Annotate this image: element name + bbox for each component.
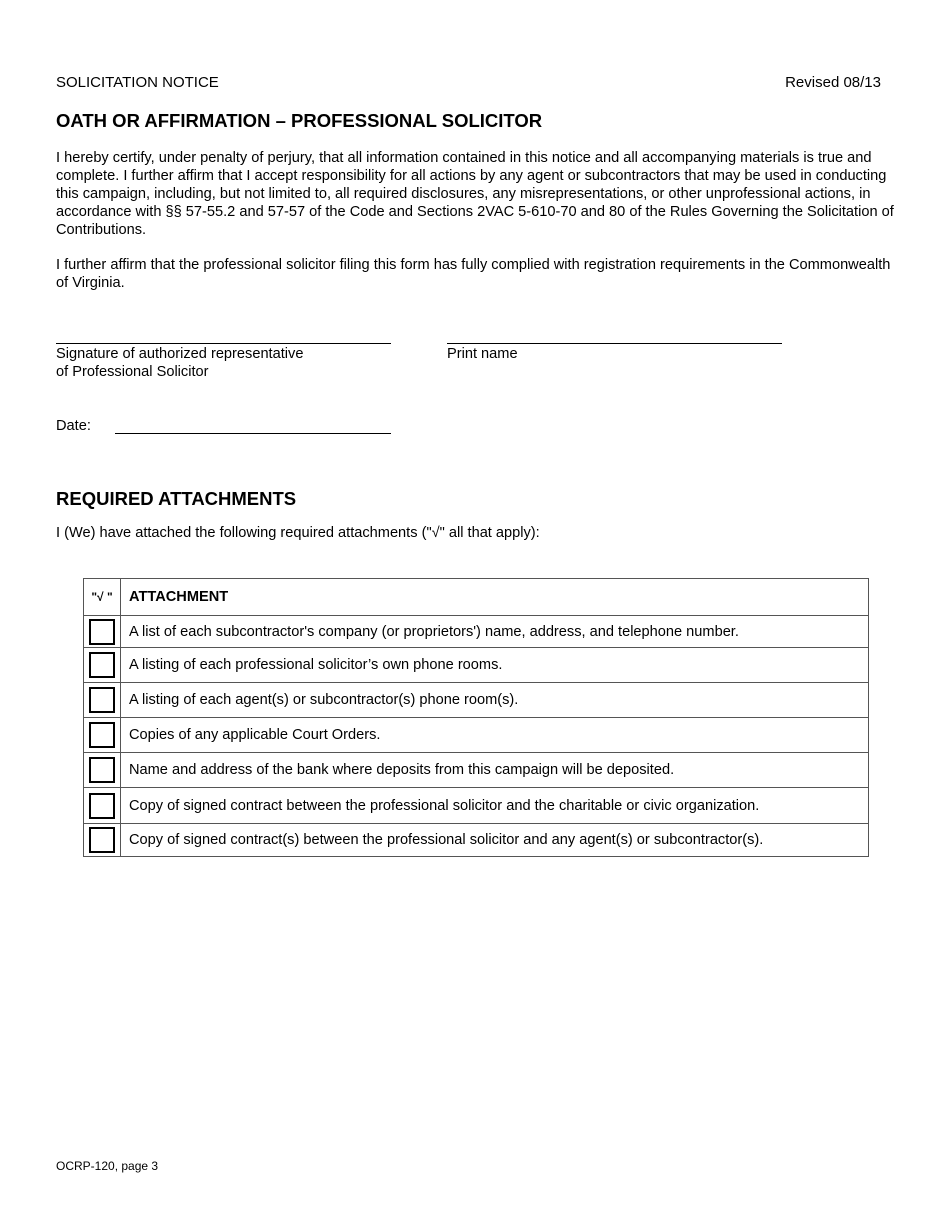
signature-label-line2: of Professional Solicitor [56,364,209,380]
attachment-text: Copy of signed contract(s) between the professional solicitor and any agent(s) or subcontractor(s). [121,824,869,857]
oath-paragraph-2: I further affirm that the professional solicitor filing this form has fully complied with registration requirements in the Commonwealth of Virginia. [56,257,891,291]
attachments-title: REQUIRED ATTACHMENTS [56,488,297,509]
header-revision: Revised 08/13 [785,74,881,91]
attachment-text: Copies of any applicable Court Orders. [121,718,869,753]
signature-label-line1: Signature of authorized representative [56,346,304,362]
attachment-checkbox[interactable] [89,722,115,748]
attachment-text: Copy of signed contract between the professional solicitor and the charitable or civic organization. [121,788,869,824]
signature-line[interactable] [56,343,391,344]
attachment-checkbox[interactable] [89,827,115,853]
print-name-line[interactable] [447,343,782,344]
page-footer: OCRP-120, page 3 [56,1159,159,1173]
table-row [84,683,869,718]
attachment-text: Name and address of the bank where deposits from this campaign will be deposited. [121,753,869,788]
attachment-text: A listing of each agent(s) or subcontractor(s) phone room(s). [121,683,869,718]
attachment-checkbox[interactable] [89,619,115,645]
attachment-column-header: ATTACHMENT [121,579,869,616]
oath-paragraph-1: I hereby certify, under penalty of perjury, that all information contained in this notice and all accompanying materials is true and complete. I further affirm that I accept responsibility for all actions by any agent or subcontractors that may be used in conducting this campaign, including, but not limited to, all required disclosures, any misrepresentations, or other unprofessional actions, in accordance with §§ 57-55.2 and 57-57 of the Code and Sections 2VAC 5-610-70 and 80 of the Rules Governing the Solicitation of Contributions. [56,150,894,238]
print-name-label: Print name [447,346,518,362]
attachment-text: A list of each subcontractor's company (or proprietors') name, address, and telephone number. [121,616,869,648]
attachment-checkbox[interactable] [89,652,115,678]
check-column-header: "√ " [84,579,121,616]
table-row [84,648,869,683]
attachment-checkbox[interactable] [89,757,115,783]
table-header-row [84,579,869,616]
signature-label [56,345,303,381]
attachment-text: A listing of each professional solicitor’s own phone rooms. [121,648,869,683]
table-row [84,753,869,788]
table-row [84,788,869,824]
oath-title: OATH OR AFFIRMATION – PROFESSIONAL SOLICITOR [56,110,543,131]
date-label: Date: [56,418,91,434]
header-form-name: SOLICITATION NOTICE [56,74,219,91]
attachment-checkbox[interactable] [89,793,115,819]
table-row [84,718,869,753]
table-row [84,824,869,857]
table-row [84,616,869,648]
attachment-checkbox[interactable] [89,687,115,713]
date-line[interactable] [115,433,391,434]
attachments-table [83,578,869,857]
attachments-intro: I (We) have attached the following required attachments ("√" all that apply): [56,525,540,541]
